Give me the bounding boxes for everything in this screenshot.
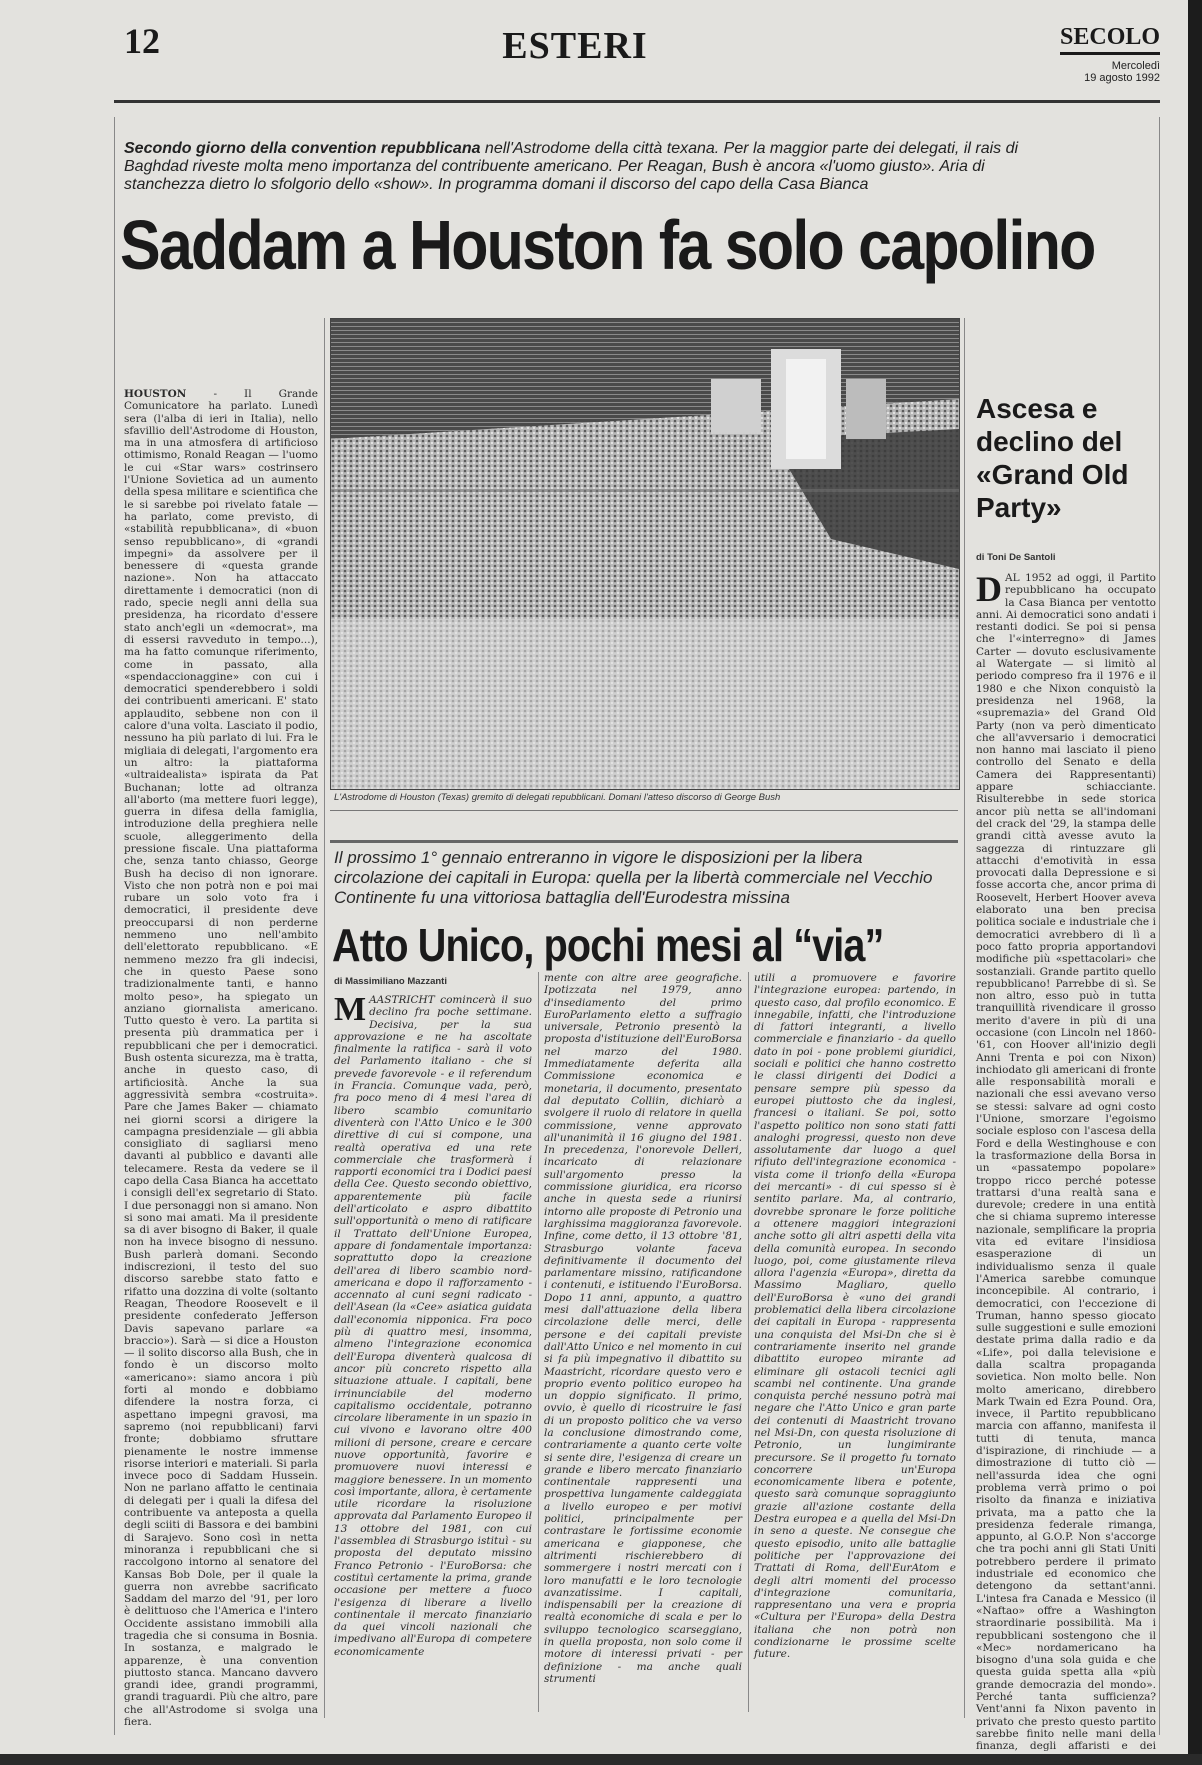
astrodome-photo — [330, 318, 960, 790]
caption-rule — [330, 810, 958, 811]
crowd-image — [331, 319, 959, 789]
article2-column-1 — [334, 991, 532, 1710]
dateline: HOUSTON — [124, 388, 187, 400]
left-article — [124, 388, 318, 1729]
page-number: 12 — [124, 21, 160, 61]
sidebar-text: AL 1952 ad oggi, il Partito repubblicano ha occupato la Casa Bianca per ventotto anni. Ai democratici sono andati i restanti dodici. Se poi si pensa che l'«interregno» di James Carter — dovuto esclusivamente al Watergate — si limitò al periodo compreso fra il 1976 e il 1980 e che Nixon conquistò la presidenza nel 1968, la «supremazia» del Grand Old Party (non va però dimenticato che all'avversario i democratici non hanno mai lasciato il pieno controllo del Senato e della Camera dei Rappresentanti) appare schiacciante. Risulterebbe in sede storica ancor più netta se all'indomani del crack del '29, la stampa delle grandi città avesse avuto la saggezza di rintuzzare gli attacchi d'emotività in essa provocati dalla Depressione e si fosse accorta che, ancor prima di Roosevelt, Herbert Hoover aveva elaborato una ben precisa politica sociale e industriale che i democratici avrebbero di lì a poco fatto propria apportandovi modifiche più «spettacolari» che sostanziali. Grande partito quello repubblicano! Parrebbe di sì. Se non altro, esso può in tutta tranquillità rivendicare il grosso merito d'avere in più di una occasione (con Lincoln nel 1860-'61, con Hoover all'inizio degli Anni Trenta e poi con Nixon) inchiodato gli americani di fronte alle responsabilità morali e nazionali che essi avevano verso se stessi: salvare ad ogni costo l'Unione, smorzare l'egoismo sociale esploso con l'ascesa della Ford e della Westinghouse e con la trasformazione della Borsa in un «passatempo popolare» troppo ricco perché potesse trattarsi d'una realtà sana e durevole; credere in una entità che si chiama supremo interesse nazionale, semplificare la propria vita ed evitare l'insidiosa esasperazione di un individualismo senza il quale l'America sarebbe comunque inconcepibile. Al contrario, i democratici, con l'eccezione di Truman, hanno spesso giocato sulle suggestioni e sulle emozioni destate prima dalla radio e da «Life», poi dalla televisione e dalla scaltra propaganda sovietica. Non molto belle. Non molto americano, direbbero Mark Twain ed Ezra Pound. Ora, invece, il Partito repubblicano marcia con affanno, manifesta il tutti di tenuta, manca d'ispirazione, di rinchiude — a dimostrazione di tutto ciò — nell'assurda idea che ogni problema verrà primo o poi risolto da finanza e iniziativa privata, ma a patto che la presidenza federale rimanga, appunto, al G.O.P. Non s'accorge che tra pochi anni gli Stati Uniti potrebbero perdere il primato industriale ed economico che detengono da settant'anni. L'intesa fra Canada e Messico (il «Naftao» offre a Washington straordinarie possibilità. Ma i repubblicani sostengono che il «Mec» nordamericano ha bisogno d'una sola guida e che questa guida spetta alla «più grande democrazia del mondo». Perché tanta sufficienza? Vent'anni fa Nixon pavento in privato che presto questo partito sarebbe finito nelle mani della finanza, degli affaristi e dei burocrati. Si sbagliava? — [976, 572, 1156, 1765]
sidebar-title: Ascesa e declino del «Grand Old Party» — [976, 393, 1129, 523]
column-rule-a2-1 — [538, 972, 539, 1712]
column-rule — [324, 318, 325, 1718]
binding-edge — [1188, 0, 1202, 1754]
article2-column-3 — [754, 972, 956, 1710]
article2-rule — [330, 840, 958, 843]
sidebar-article — [976, 569, 1156, 1765]
summary-text: nell'Astrodome della città texana. Per la maggior parte dei delegati, il rais di Baghdad riveste molta meno importanza del contribuente americano. Per Reagan, Bush è ancora «l'uomo giusto». Aria di stanchezza dietro lo sfolgorio dello «show». In programma domani il discorso del capo della Casa Bianca — [124, 140, 1019, 193]
summary-intro — [124, 140, 1054, 194]
issue-day: 19 agosto 1992 — [1084, 72, 1160, 84]
header-rule — [114, 100, 1160, 103]
summary-lead: Secondo giorno della convention repubblicana — [124, 140, 481, 157]
article2-col1-text: AASTRICHT comincerà il suo declino fra poche settimane. Decisiva, per la sua approvazione e ne ha ascoltate finalmente la ratifica - sarà il voto del Parlamento italiano - che si prevede favorevole - e il referendum in Francia. Comunque vada, però, fra poco meno di 4 mesi l'area di libero scambio comunitario diventerà con l'Atto Unico e le 300 direttive di cui si compone, una realtà operativa ed una rete commerciale che trasformerà i rapporti economici tra i Dodici paesi della Cee. Questo secondo obiettivo, apparentemente più facile dell'articolato e aspro dibattito sull'opportunità o meno di ratificare il Trattato dell'Unione Europea, appare di fondamentale importanza: soprattutto dopo la creazione dell'area di libero scambio nord-americana e dopo il rafforzamento - accennato al cuni segni radicato - dell'Asean (la «Cee» asiatica guidata dall'economia nipponica. Fra poco più di quattro mesi, insomma, almeno l'integrazione economica dell'Europa diventerà qualcosa di ancor più concreto rispetto alla situazione attuale. I capitali, bene irrinunciabile del moderno capitalismo occidentale, potranno circolare liberamente in un spazio in cui vivono e lavorano oltre 400 milioni di persone, creare e cercare nuove opportunità, favorire e promuovere nuovi interessi e maggiore benessere. In un momento così importante, allora, è certamente utile ricordare la risoluzione approvata dal Parlamento Europeo il 13 ottobre del 1981, con cui l'assemblea di Strasburgo istituì - su proposta del deputato missino Franco Petronio - l'EuroBorsa: che costituì certamente la prima, grande occasione per mettere a fuoco l'esigenza di liberare a livello continentale il mercato finanziario da quei vincoli nazionali che impedivano all'Europa di competere economicamente — [334, 994, 532, 1658]
photo-caption: L'Astrodome di Houston (Texas) gremito di delegati repubblicani. Domani l'atteso discorso di George Bush — [334, 792, 781, 803]
article2-byline: di Massimiliano Mazzanti — [334, 976, 447, 987]
article2-dropcap: M — [334, 991, 367, 1028]
article2-column-2 — [544, 972, 742, 1710]
column-rule-right — [964, 318, 965, 1718]
issue-weekday: Mercoledì — [1111, 60, 1160, 72]
masthead: SECOLO — [1060, 24, 1160, 55]
sidebar-byline: di Toni De Santoli — [976, 552, 1056, 563]
article2-col2-text: mente con altre aree geografiche. Ipotizzata nel 1979, anno d'insediamento del primo EuroParlamento eletto a suffragio universale, Petronio presentò la proposta d'istituzione dell'EuroBorsa nel marzo del 1980. Immediatamente deferita alla Commissione economica e monetaria, il documento, presentato dal deputato Colliin, dichiarò a svolgere il ruolo di relatore in quella commissione, venne approvato all'unanimità il 16 giugno del 1981. In precedenza, l'onorevole Delleri, incaricato di relazionare sull'argomento presso la commissione giuridica, era ricorso anche in questa sede a riunirsi intorno alle proposte di Petronio una larghissima maggioranza favorevole. Infine, come detto, il 13 ottobre '81, Strasburgo volante faceva definitivamente il documento del parlamentare missino, ratificandone i contenuti, e istituendo l'EuroBorsa. Dopo 11 anni, appunto, a quattro mesi dall'attuazione della libera circolazione delle merci, delle persone e dei capitali previste dall'Atto Unico e nel momento in cui si fa più impegnativo il dibattito su Maastricht, ricordare questo vero e proprio evento politico europeo ha un doppio significato. Il primo, ovvio, è quello di ricostruire le fasi di un proposto politico che va verso la conclusione dimostrando come, contrariamente a quanto certe volte si sente dire, l'esigenza di creare un grande e libero mercato finanziario continentale rappresenti una prospettiva lungamente caldeggiata a livello europeo e per motivi politici, principalmente per contrastare le fortissime economie americana e giapponese, che altrimenti rischierebbero di sommergere i nostri mercati con i loro manufatti e le loro tecnologie avanzatissime. I capitali, indispensabili per la creazione di realtà economiche di scala e per lo sviluppo tecnologico scarseggiano, in quella proposta, non solo come il motore di interessi privati - per definizione - ma anche quali strumenti — [544, 972, 742, 1685]
article2-col3-text: utili a promuovere e favorire l'integrazione europea: partendo, in questo caso, dal profilo economico. E innegabile, infatti, che l'introduzione di fattori integranti, a livello commerciale e finanziario - da quello dato in poi - pone problemi giuridici, sociali e politici che hanno costretto le classi dirigenti dei Dodici a pensare sempre più spesso da europei piuttosto che da inglesi, francesi o italiani. Se poi, sotto l'aspetto politico non sono stati fatti analoghi progressi, questo non deve assolutamente dar luogo a quel rifiuto dell'integrazione economica - vista come il trionfo della «Europa dei mercanti» - di cui spesso si è sentito parlare. Ma, al contrario, dovrebbe spronare le forze politiche a ottenere maggiori integrazioni anche sotto gli altri aspetti della vita della comunità europea. In secondo luogo, poi, come giustamente rileva allora l'agenzia «Europa», diretta da Massimo Magliaro, quello dell'EuroBorsa è «uno dei grandi problematici della libera circolazione dei capitali in Europa - rappresenta una conquista del Msi-Dn che si è contrariamente inserito nel grande dibattito europeo mirante ad eliminare gli ostacoli tecnici agli scambi nel continente. Una grande conquista perché nessuno potrà mai negare che l'Atto Unico e gran parte dei contenuti di Maastricht trovano nel Msi-Dn, con questa risoluzione di Petronio, un lungimirante precursore. Se il progetto fu tornato concorrere un'Europa economicamente libera e potente, questo sarà comunque sopraggiunto grazie all'azione costante della Destra europea e a quella del Msi-Dn in seno a queste. Ne consegue che questo episodio, unito alle battaglie politiche per l'approvazione dei Trattati di Roma, dell'EurAtom e degli altri momenti del processo d'integrazione comunitaria, rappresentano una vera e propria «Cultura per l'Europa» della Destra italiana che non potrà non condizionarne le prossime scelte future. — [754, 972, 956, 1661]
issue-date — [1020, 60, 1160, 84]
article2-intro: Il prossimo 1° gennaio entreranno in vigore le disposizioni per la libera circolazione dei capitali in Europa: quella per la libertà commerciale nel Vecchio Continente fu una vittoriosa battaglia dell'Eurodestra missina — [334, 848, 933, 907]
article2-headline: Atto Unico, pochi mesi al “via” — [332, 919, 884, 971]
main-headline: Saddam a Houston fa solo capolino — [120, 206, 1095, 284]
section-title: ESTERI — [502, 25, 648, 67]
column-rule-a2-2 — [748, 972, 749, 1712]
sidebar-dropcap: D — [976, 569, 1002, 609]
left-article-text: - Il Grande Comunicatore ha parlato. Lunedì sera (l'alba di ieri in Italia), nello sfavillio dell'Astrodome di Houston, ma in una atmosfera di artificioso ottimismo, Ronald Reagan — l'uomo le cui «Star wars» costrinsero l'Unione Sovietica ad un aumento della spesa militare e scientifica che le si sarebbe poi rivelato fatale — ha parlato, come previsto, di «stabilità repubblicana», di «buon senso repubblicano», di «grandi impegni» da assolvere per il benessere di «questa grande nazione». Non ha attaccato direttamente i democratici (non di rado, specie negli anni della sua presidenza, ha ricordato d'essere stato anch'egli un «democrat», ma di essersi ravveduto in tempo...), ma ha fatto comunque riferimento, come in passato, alla «spendaccionaggine» con cui i democratici spenderebbero i soldi dei contribuenti americani. E' stato applaudito, sebbene non con il calore d'una volta. Lasciato il podio, nessuno ha più parlato di lui. Fra le migliaia di delegati, l'argomento era un altro: la piattaforma «ultraidealista» ispirata da Pat Buchanan; lotte ad oltranza all'aborto (ma mettere fuori legge), guerra in difesa della famiglia, introduzione della preghiera nelle scuole, alleggerimento della pressione fiscale. Una piattaforma che, senza tanto chiasso, George Bush ha deciso di non ignorare. Visto che non potrà non e poi mai rubare un solo voto fra i democratici, il presidente deve preoccuparsi di non perderne nemmeno uno nell'ambito dell'elettorato repubblicano. «E nemmeno mezzo fra gli indecisi, che in questo Paese sono tradizionalmente tanti, e hanno molto peso», ha spiegato un anziano giornalista americano. Tutto questo è vero. La partita si presenta più drammatica per i repubblicani che per i democratici. Bush ostenta sicurezza, ma è tratta, anche in questo caso, di artificiosità. Anche la sua aggressività sembra «costruita». Pare che James Baker — chiamato nei giorni scorsi a dirigere la campagna presidenziale — gli abbia consigliato di sagliarsi meno davanti al pubblico e davanti alle telecamere. Resta da vedere se il capo della Casa Bianca ha accettato i consigli dell'ex segretario di Stato. I due personaggi non si amano. Non si sono mai amati. Ma il presidente sa di aver bisogno di Baker, il quale non ha invece bisogno di nessuno. Bush parlerà domani. Secondo indiscrezioni, il testo del suo discorso sarebbe stato fatto e rifatto una dozzina di volte (soltanto Reagan, Theodore Roosevelt e il presidente confederato Jefferson Davis sapevano parlare «a braccio»). Sarà — si dice a Houston — il solito discorso alla Bush, che in fondo è un discorso molto «americano»: siamo ancora i più forti al mondo e dobbiamo difendere la nostra forza, ci aspettano impegni gravosi, ma sapremo (noi repubblicani) farvi fronte; dobbiamo sfruttare pienamente le nostre immense risorse interiori e materiali. Si parla invece poco di Saddam Hussein. Non ne parlano affatto le centinaia di delegati per i quali la difesa del contribuente va anteposta a quella degli sciiti di Bassora e dei bambini di Sarajevo. Sono così in netta minoranza i repubblicani che si raccolgono intorno al senatore del Kansas Bob Dole, per il quale la guerra non avrebbe sacrificato Saddam del marzo del '91, per loro è delittuoso che l'America e l'intero Occidente assistano immobili alla tragedia che si consuma in Bosnia. In sostanza, e malgrado le apparenze, è una convention piuttosto stanca. Mancano davvero grandi idee, grandi programmi, grandi traguardi. Più che altro, pare che all'Astrodome si svolga una fiera. — [124, 388, 318, 1729]
